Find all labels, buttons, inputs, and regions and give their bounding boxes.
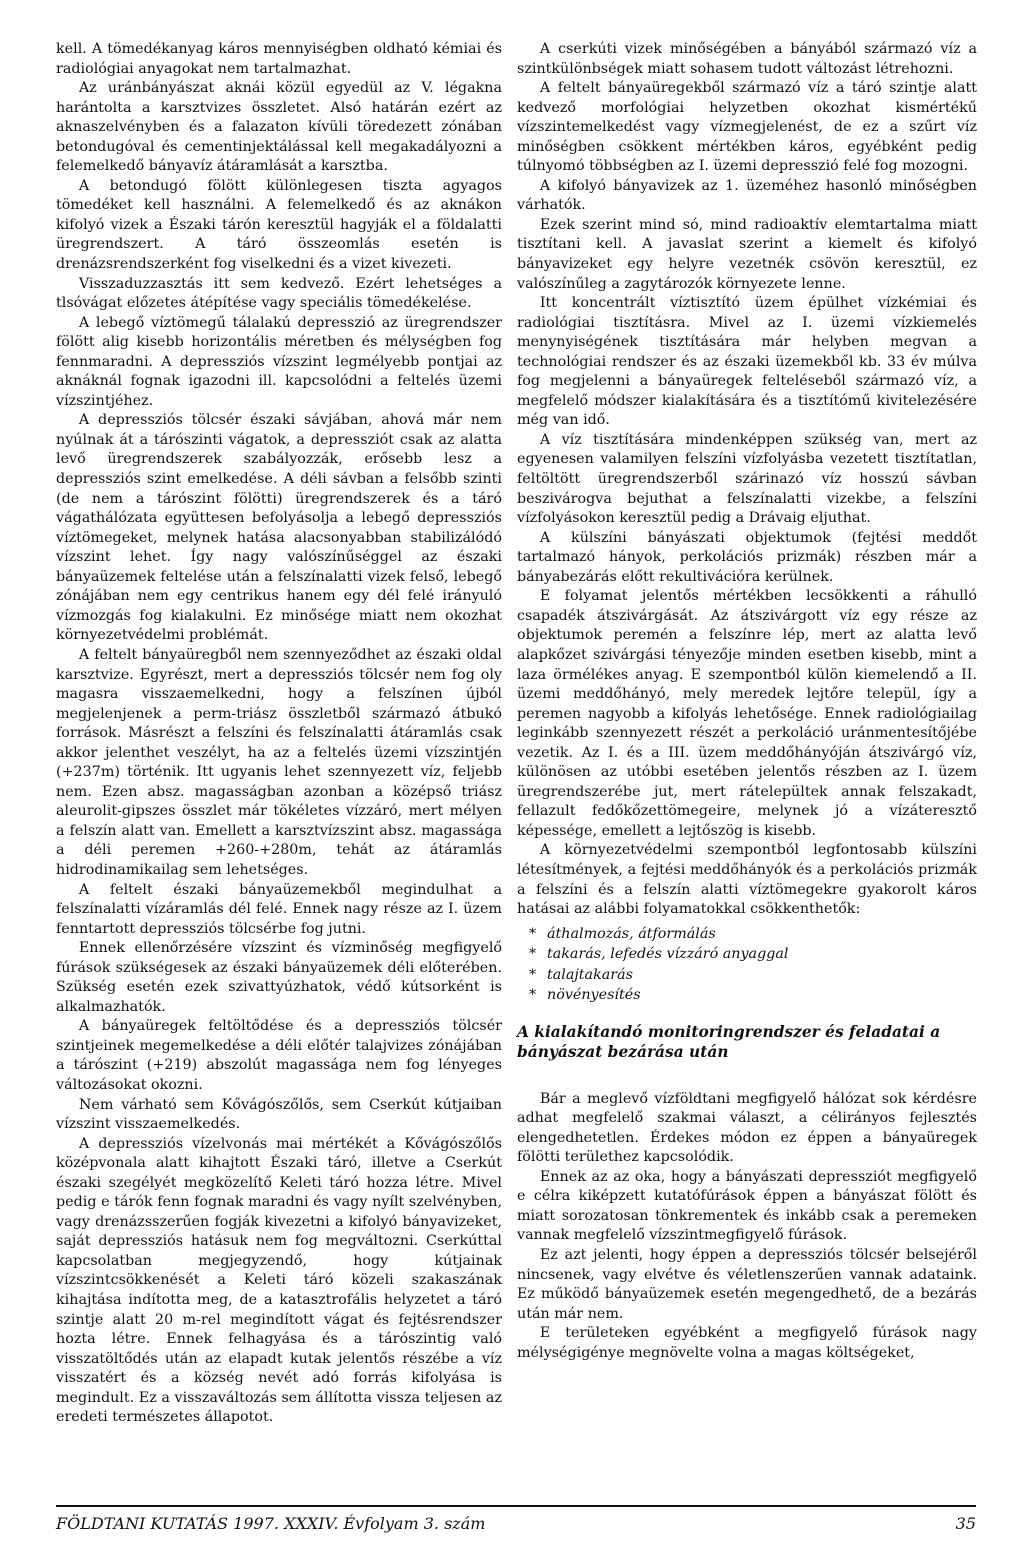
paragraph: A víz tisztítására mindenképpen szükség van, mert az egyenesen valamilyen felszíni vízfolyásba vezetett tisztítatlan, feltöltött üregrendszerből szárinazó víz hosszú sávban beszivárogva bejuthat a felszínalatti vizekbe, a felszíni vízfolyásokon keresztül pedig a Drávaig eljuthat.: [517, 431, 977, 527]
paragraph: A külszíni bányászati objektumok (fejtési meddőt tartalmazó hányok, perkolációs prizmák) részben már a bányabezárás előtt rekultivációra kerülnek.: [517, 529, 977, 585]
section-heading: A kialakítandó monitoringrendszer és feladatai a bányászat bezárása után: [517, 1022, 941, 1061]
paragraph: Bár a meglevő vízföldtani megfigyelő hálózat sok kérdésre adhat megfelelő szakmai választ, a célirányos fejlesztés elengedhetetlen. Érdekes módon ez éppen a bányaüregek fölötti területhez kapcsolódik.: [517, 1090, 977, 1166]
paragraph: A kifolyó bányavizek az 1. üzeméhez hasonló minőségben várhatók.: [517, 177, 977, 214]
paragraph: Itt koncentrált víztisztító üzem épülhet vízkémiai és radiológiai tisztításra. Mivel az I. üzemi vízkiemelés menynyiségének tisztítására már helyben megvan a technológiai rendszer és az északi üzemekből kb. 33 év múlva fog megjelenni a bányaüregek felteléseből származó víz, a megfelelő módszer kialakítására és a tisztítómű kivitelezésére még van idő.: [517, 295, 977, 429]
list-item: [529, 944, 977, 965]
paragraph: kell. A tömedékanyag káros mennyiségben oldható kémiai és radiológiai anyagokat nem tartalmazhat.: [56, 41, 502, 77]
paragraph: A betondugó fölött különlegesen tiszta agyagos tömedéket kell használni. A felemelkedő és az aknákon kifolyó vizek a Északi tárón keresztül hagyják el a földalatti üregrendszert. A táró összeomlás esetén is drenázsrendszerként fog viselkedni és a vizet kivezeti.: [56, 177, 502, 273]
paragraph: A cserkúti vizek minőségében a bányából származó víz a szintkülönbségek miatt sohasem tudott változást létrehozni.: [517, 41, 977, 77]
paragraph: A depressziós vízelvonás mai mértékét a Kővágószőlős középvonala alatt kihajtott Északi táró, illetve a Cserkút északi szegélyét megközelítő Keleti táró hozza létre. Mivel pedig e tárók fenn fognak maradni és vagy nyílt szelvényben, vagy drenázsszerűen fogják kivezetni a kifolyó bányavizeket, saját depressziós hatásuk nem fog megváltozni. Cserkúttal kapcsolatban megjegyzendő, hogy kútjainak vízszintcsökkenését a Keleti táró közeli szakaszának kihajtása indította meg, de a katasztrofális helyzetet a táró szintje alatt 20 m-rel megindított vágat és fejtésrendszer hozta létre. Ennek felhagyása és a tárószintig való visszatöltődés után az elapadt kutak jelentős részébe a víz visszatért és a község nevét adó forrás kifolyása is megindult. Ez a visszaváltozás sem állította vissza teljesen az eredeti természetes állapotot.: [56, 1135, 502, 1426]
list-item-text: áthalmozás, átformálás: [547, 925, 716, 942]
footer-divider: [56, 1505, 976, 1507]
paragraph: A bányaüregek feltöltődése és a depressziós tölcsér szintjeinek megemelkedése a déli előtér talajvizes zónájában a tárószint (+219) abszolút magassága nem fog lényeges változásokat okozni.: [56, 1018, 502, 1093]
paragraph: Ez azt jelenti, hogy éppen a depressziós tölcsér belsejéről nincsenek, vagy elvétve és véletlenszerűen vannak adataink. Ez működő bányaüzemek esetén megengedhető, de a bezárás után már nem.: [517, 1246, 977, 1322]
page-footer: [56, 1513, 976, 1535]
paragraph: E területeken egyébként a megfigyelő fúrások nagy mélységigénye megnövelte volna a magas költségeket,: [517, 1325, 977, 1361]
list-item: [529, 985, 977, 1006]
paragraph: A környezetvédelmi szempontból legfontosabb külszíni létesítmények, a fejtési meddőhányók és a perkolációs prizmák a felszíni és a felszín alatti víztömegekre gyakorolt káros hatásai az alábbi folyamatokkal csökkenthetők:: [517, 842, 977, 918]
list-item-text: talajtakarás: [547, 966, 633, 983]
paragraph: Ezek szerint mind só, mind radioaktív elemtartalma miatt tisztítani kell. A javaslat szerint a kiemelt és kifolyó bányavizeket egy helyre vezetnék csövön keresztül, ez valószínűleg a zagytározók környezete lenne.: [517, 216, 977, 292]
paragraph: E folyamat jelentős mértékben lecsökkenti a ráhulló csapadék átszivárgását. Az átszivárgott víz egy része az objektumok peremén a felszínre lép, mert az alatta levő alapkőzet szivárgási tényezője minden esetben kisebb, mint a laza örmélékes anyag. E szempontból külön kiemelendő a II. üzemi meddőhányó, mely meredek lejtőre települ, így a peremen nagyobb a kifolyás lehetősége. Ennek radiológiailag leginkább szennyezett részét a perkoláció uránmentesítőjébe vezetik. Az I. és a III. üzem meddőhányóján átszivárgó víz, különösen az utóbbi esetében jelentős részben az I. üzem üregrendszerébe jut, mert rátelepültek annak felszakadt, fellazult fedőkőzettömegeire, melynek jó a vízáteresztő képessége, emellett a lejtőszög is kisebb.: [517, 588, 977, 839]
paragraph: A depressziós tölcsér északi sávjában, ahová már nem nyúlnak át a tárószinti vágatok, a depressziót csak az alatta levő üregrendszerek szabályozzák, erősebb lesz a depressziós szint emelkedése. A déli sávban a felsőbb szinti (de nem a tárószint fölötti) üregrendszerek és a táró vágathálózata együttesen befolyásolja a lebegő depressziós víztömegeket, melynek hatása alacsonyabban stabilizálódó vízszint lehet. Így nagy valószínűséggel az északi bányaüzemek feltelése után a felszínalatti vizek felső, lebegő zónájában nem egy centrikus hanem egy dél felé irányuló vízmozgás fog kialakulni. Ez minősége miatt nem okozhat környezetvédelmi problémát.: [56, 412, 502, 644]
paragraph: Ennek az az oka, hogy a bányászati depressziót megfigyelő e célra kiképzett kutatófúrások éppen a bányászat fölött és miatt sorozatosan tönkrementek és inkább csak a peremeken vannak megfelelő vízszintmegfigyelő fúrások.: [517, 1168, 977, 1244]
bullet-star-icon: *: [529, 966, 537, 983]
list-item-text: takarás, lefedés vízzáró anyaggal: [547, 946, 789, 963]
paragraph: A feltelt északi bányaüzemekből megindulhat a felszínalatti vízáramlás dél felé. Ennek nagy része az I. üzem fenntartott depressziós tölcsérbe fog jutni.: [56, 881, 502, 937]
bullet-star-icon: *: [529, 946, 537, 963]
paragraph: Nem várható sem Kővágószőlős, sem Cserkút kútjaiban vízszint visszaemelkedés.: [56, 1096, 502, 1133]
bullet-star-icon: *: [529, 987, 537, 1004]
bullet-list: [517, 924, 977, 1006]
list-item-text: növényesítés: [547, 987, 641, 1004]
list-item: [529, 965, 977, 986]
paragraph: Visszaduzzasztás itt sem kedvező. Ezért lehetséges a tlsóvágat előzetes átépítése vagy speciális tömedékelése.: [56, 275, 502, 312]
page-number: 35: [955, 1514, 976, 1533]
bullet-star-icon: *: [529, 925, 537, 942]
right-column: [517, 40, 977, 1363]
left-column: [56, 40, 502, 1428]
paragraph: A feltelt bányaüregekből származó víz a táró szintje alatt kedvező morfológiai helyzetben okozhat kismértékű vízszintemelkedést vagy vízmegjelenést, de ez a szűrt víz minőségben csökkent mértékben káros, egyébként pedig túlnyomó többségben az I. üzemi depresszió felé fog mozogni.: [517, 80, 977, 175]
paragraph: A feltelt bányaüregből nem szennyeződhet az északi oldal karsztvize. Egyrészt, mert a depressziós tölcsér nem fog oly magasra visszaemelkedni, hogy a felszínen újból megjelenjenek a perm-triász összletből származó átbukó források. Másrészt a felszíni és felszínalatti átáramlás csak akkor jelenthet veszélyt, ha az a feltelés üzemi vízszintjén (+237m) történik. Itt ugyanis lehet szennyezett víz, feljebb nem. Ezen absz. magasságban azonban a középső triász aleurolit-gipszes összlet már tökéletes vízzáró, mert mélyen a felszín alatt van. Emellett a karsztvízszint absz. magassága a déli peremen +260-+280m, tehát az átáramlás hidrodinamikailag sem lehetséges.: [56, 646, 502, 878]
list-item: [529, 924, 977, 945]
paragraph: Ennek ellenőrzésére vízszint és vízminőség megfigyelő fúrások szükségesek az északi bányaüzemek déli előterében. Szükség esetén ezek szivattyúzhatok, védő kútsorként is alkalmazhatók.: [56, 940, 502, 1015]
paragraph: Az uránbányászat aknái közül egyedül az V. légakna harántolta a karsztvizes összletet. Alsó határán ezért az aknaszelvényben és a falazaton kívüli töredezett zónában betondugóval és cementinjektálással kell megakadályozni a felemelkedő bányavíz átáramlását a karsztba.: [56, 80, 502, 175]
journal-citation: FÖLDTANI KUTATÁS 1997. XXXIV. Évfolyam 3. szám: [56, 1514, 486, 1533]
paragraph: A lebegő víztömegű tálalakú depresszió az üregrendszer fölött alig kisebb horizontális méretben és mélységben fog fennmaradni. A depressziós vízszint legmélyebb pontjai az aknáknál fognak igazodni ill. kapcsolódni a feltelés üzemi vízszintjéhez.: [56, 314, 502, 409]
